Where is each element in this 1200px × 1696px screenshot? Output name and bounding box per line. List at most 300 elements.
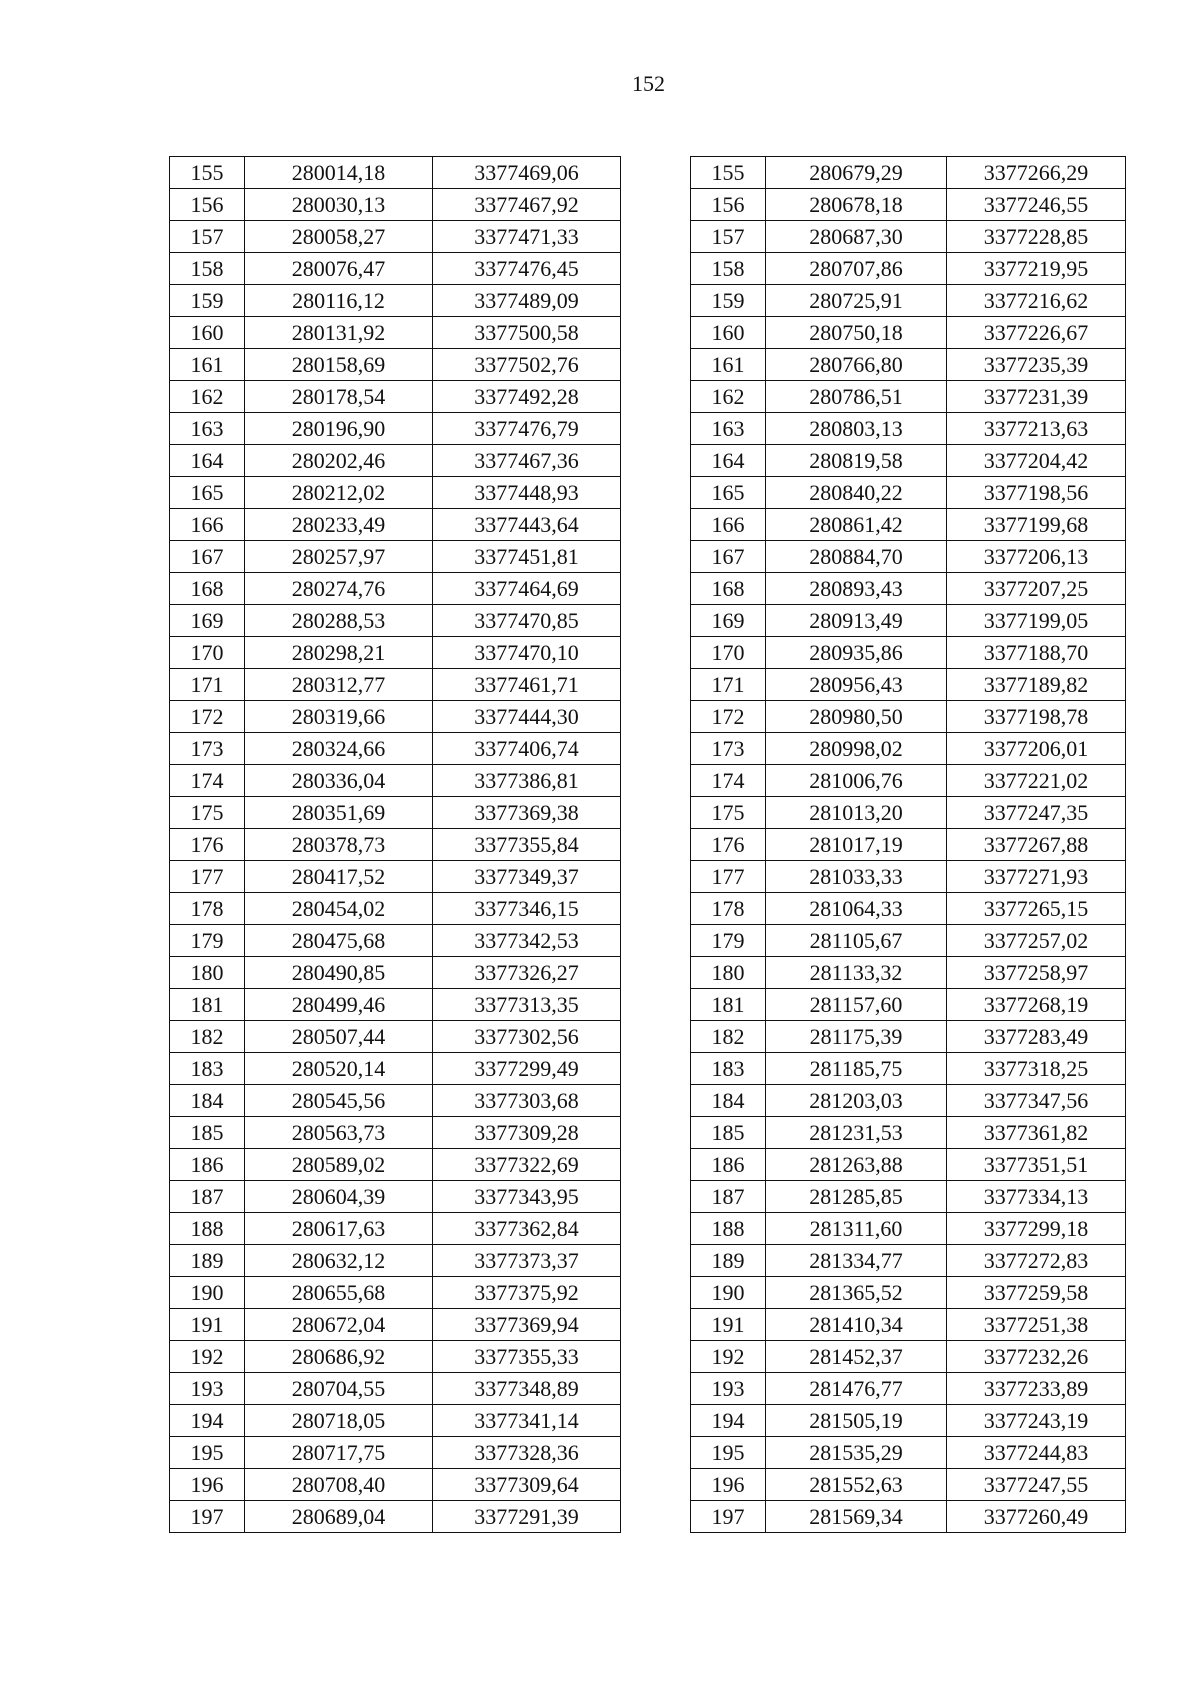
y-coordinate-cell: 3377355,84 xyxy=(433,829,621,861)
x-coordinate-cell: 281006,76 xyxy=(766,765,947,797)
x-coordinate-cell: 280718,05 xyxy=(245,1405,433,1437)
point-number-cell: 193 xyxy=(170,1373,245,1405)
y-coordinate-cell: 3377206,01 xyxy=(947,733,1126,765)
x-coordinate-cell: 281452,37 xyxy=(766,1341,947,1373)
table-row xyxy=(691,637,1126,669)
x-coordinate-cell: 280178,54 xyxy=(245,381,433,413)
point-number-cell: 168 xyxy=(170,573,245,605)
x-coordinate-cell: 280803,13 xyxy=(766,413,947,445)
y-coordinate-cell: 3377476,79 xyxy=(433,413,621,445)
x-coordinate-cell: 281013,20 xyxy=(766,797,947,829)
y-coordinate-cell: 3377221,02 xyxy=(947,765,1126,797)
y-coordinate-cell: 3377231,39 xyxy=(947,381,1126,413)
y-coordinate-cell: 3377291,39 xyxy=(433,1501,621,1533)
x-coordinate-cell: 280196,90 xyxy=(245,413,433,445)
table-row xyxy=(170,1437,621,1469)
x-coordinate-cell: 281185,75 xyxy=(766,1053,947,1085)
x-coordinate-cell: 280893,43 xyxy=(766,573,947,605)
point-number-cell: 157 xyxy=(691,221,766,253)
point-number-cell: 197 xyxy=(691,1501,766,1533)
y-coordinate-cell: 3377266,29 xyxy=(947,157,1126,189)
x-coordinate-cell: 281017,19 xyxy=(766,829,947,861)
point-number-cell: 195 xyxy=(691,1437,766,1469)
point-number-cell: 175 xyxy=(691,797,766,829)
x-coordinate-cell: 281552,63 xyxy=(766,1469,947,1501)
point-number-cell: 166 xyxy=(170,509,245,541)
y-coordinate-cell: 3377235,39 xyxy=(947,349,1126,381)
point-number-cell: 156 xyxy=(691,189,766,221)
y-coordinate-cell: 3377451,81 xyxy=(433,541,621,573)
table-row xyxy=(691,1277,1126,1309)
x-coordinate-cell: 281476,77 xyxy=(766,1373,947,1405)
point-number-cell: 176 xyxy=(691,829,766,861)
x-coordinate-cell: 281311,60 xyxy=(766,1213,947,1245)
point-number-cell: 169 xyxy=(691,605,766,637)
table-row xyxy=(691,765,1126,797)
point-number-cell: 190 xyxy=(170,1277,245,1309)
x-coordinate-cell: 281033,33 xyxy=(766,861,947,893)
y-coordinate-cell: 3377492,28 xyxy=(433,381,621,413)
table-row xyxy=(691,1373,1126,1405)
point-number-cell: 183 xyxy=(170,1053,245,1085)
point-number-cell: 197 xyxy=(170,1501,245,1533)
y-coordinate-cell: 3377467,36 xyxy=(433,445,621,477)
table-row xyxy=(691,541,1126,573)
x-coordinate-cell: 280766,80 xyxy=(766,349,947,381)
x-coordinate-cell: 280058,27 xyxy=(245,221,433,253)
x-coordinate-cell: 280417,52 xyxy=(245,861,433,893)
table-row xyxy=(691,1469,1126,1501)
y-coordinate-cell: 3377342,53 xyxy=(433,925,621,957)
x-coordinate-cell: 280956,43 xyxy=(766,669,947,701)
x-coordinate-cell: 280998,02 xyxy=(766,733,947,765)
table-row xyxy=(170,189,621,221)
point-number-cell: 174 xyxy=(691,765,766,797)
table-row xyxy=(170,541,621,573)
point-number-cell: 178 xyxy=(691,893,766,925)
y-coordinate-cell: 3377247,55 xyxy=(947,1469,1126,1501)
x-coordinate-cell: 280076,47 xyxy=(245,253,433,285)
point-number-cell: 165 xyxy=(170,477,245,509)
coordinates-table-left xyxy=(169,156,621,1533)
x-coordinate-cell: 280319,66 xyxy=(245,701,433,733)
point-number-cell: 185 xyxy=(170,1117,245,1149)
table-row xyxy=(170,861,621,893)
y-coordinate-cell: 3377362,84 xyxy=(433,1213,621,1245)
point-number-cell: 187 xyxy=(691,1181,766,1213)
x-coordinate-cell: 280704,55 xyxy=(245,1373,433,1405)
y-coordinate-cell: 3377470,85 xyxy=(433,605,621,637)
table-row xyxy=(170,1245,621,1277)
point-number-cell: 156 xyxy=(170,189,245,221)
point-number-cell: 164 xyxy=(691,445,766,477)
y-coordinate-cell: 3377343,95 xyxy=(433,1181,621,1213)
table-row xyxy=(691,1181,1126,1213)
point-number-cell: 162 xyxy=(170,381,245,413)
point-number-cell: 175 xyxy=(170,797,245,829)
y-coordinate-cell: 3377244,83 xyxy=(947,1437,1126,1469)
y-coordinate-cell: 3377476,45 xyxy=(433,253,621,285)
table-row xyxy=(170,957,621,989)
x-coordinate-cell: 281569,34 xyxy=(766,1501,947,1533)
point-number-cell: 164 xyxy=(170,445,245,477)
x-coordinate-cell: 281535,29 xyxy=(766,1437,947,1469)
point-number-cell: 194 xyxy=(170,1405,245,1437)
page-number: 152 xyxy=(632,71,665,96)
y-coordinate-cell: 3377406,74 xyxy=(433,733,621,765)
table-row xyxy=(691,1437,1126,1469)
point-number-cell: 181 xyxy=(691,989,766,1021)
table-row xyxy=(170,989,621,1021)
x-coordinate-cell: 281410,34 xyxy=(766,1309,947,1341)
y-coordinate-cell: 3377355,33 xyxy=(433,1341,621,1373)
y-coordinate-cell: 3377251,38 xyxy=(947,1309,1126,1341)
point-number-cell: 167 xyxy=(170,541,245,573)
x-coordinate-cell: 280708,40 xyxy=(245,1469,433,1501)
point-number-cell: 189 xyxy=(170,1245,245,1277)
point-number-cell: 162 xyxy=(691,381,766,413)
point-number-cell: 161 xyxy=(170,349,245,381)
table-row xyxy=(691,1053,1126,1085)
table-row xyxy=(691,157,1126,189)
x-coordinate-cell: 281175,39 xyxy=(766,1021,947,1053)
y-coordinate-cell: 3377216,62 xyxy=(947,285,1126,317)
x-coordinate-cell: 280274,76 xyxy=(245,573,433,605)
y-coordinate-cell: 3377361,82 xyxy=(947,1117,1126,1149)
table-row xyxy=(691,1021,1126,1053)
y-coordinate-cell: 3377328,36 xyxy=(433,1437,621,1469)
x-coordinate-cell: 280672,04 xyxy=(245,1309,433,1341)
point-number-cell: 196 xyxy=(691,1469,766,1501)
y-coordinate-cell: 3377246,55 xyxy=(947,189,1126,221)
table-row xyxy=(691,413,1126,445)
y-coordinate-cell: 3377470,10 xyxy=(433,637,621,669)
x-coordinate-cell: 281064,33 xyxy=(766,893,947,925)
x-coordinate-cell: 280884,70 xyxy=(766,541,947,573)
point-number-cell: 171 xyxy=(691,669,766,701)
table-row xyxy=(691,989,1126,1021)
point-number-cell: 191 xyxy=(691,1309,766,1341)
point-number-cell: 179 xyxy=(170,925,245,957)
table-row xyxy=(691,1405,1126,1437)
y-coordinate-cell: 3377303,68 xyxy=(433,1085,621,1117)
table-row xyxy=(170,477,621,509)
y-coordinate-cell: 3377228,85 xyxy=(947,221,1126,253)
point-number-cell: 183 xyxy=(691,1053,766,1085)
table-row xyxy=(691,893,1126,925)
table-row xyxy=(170,893,621,925)
table-row xyxy=(691,701,1126,733)
table-row xyxy=(691,1341,1126,1373)
point-number-cell: 189 xyxy=(691,1245,766,1277)
x-coordinate-cell: 280312,77 xyxy=(245,669,433,701)
table-row xyxy=(170,445,621,477)
table-row xyxy=(170,1501,621,1533)
x-coordinate-cell: 281231,53 xyxy=(766,1117,947,1149)
y-coordinate-cell: 3377188,70 xyxy=(947,637,1126,669)
point-number-cell: 163 xyxy=(691,413,766,445)
y-coordinate-cell: 3377260,49 xyxy=(947,1501,1126,1533)
x-coordinate-cell: 281285,85 xyxy=(766,1181,947,1213)
y-coordinate-cell: 3377206,13 xyxy=(947,541,1126,573)
point-number-cell: 188 xyxy=(170,1213,245,1245)
y-coordinate-cell: 3377219,95 xyxy=(947,253,1126,285)
point-number-cell: 174 xyxy=(170,765,245,797)
table-row xyxy=(691,253,1126,285)
y-coordinate-cell: 3377243,19 xyxy=(947,1405,1126,1437)
x-coordinate-cell: 280520,14 xyxy=(245,1053,433,1085)
y-coordinate-cell: 3377334,13 xyxy=(947,1181,1126,1213)
x-coordinate-cell: 280212,02 xyxy=(245,477,433,509)
table-row xyxy=(170,349,621,381)
table-row xyxy=(691,317,1126,349)
table-row xyxy=(170,1373,621,1405)
y-coordinate-cell: 3377464,69 xyxy=(433,573,621,605)
y-coordinate-cell: 3377258,97 xyxy=(947,957,1126,989)
point-number-cell: 180 xyxy=(170,957,245,989)
point-number-cell: 158 xyxy=(170,253,245,285)
x-coordinate-cell: 280324,66 xyxy=(245,733,433,765)
table-row xyxy=(170,157,621,189)
y-coordinate-cell: 3377271,93 xyxy=(947,861,1126,893)
y-coordinate-cell: 3377461,71 xyxy=(433,669,621,701)
x-coordinate-cell: 280913,49 xyxy=(766,605,947,637)
table-row xyxy=(170,605,621,637)
x-coordinate-cell: 280980,50 xyxy=(766,701,947,733)
y-coordinate-cell: 3377265,15 xyxy=(947,893,1126,925)
x-coordinate-cell: 280725,91 xyxy=(766,285,947,317)
y-coordinate-cell: 3377369,38 xyxy=(433,797,621,829)
x-coordinate-cell: 280786,51 xyxy=(766,381,947,413)
point-number-cell: 159 xyxy=(691,285,766,317)
y-coordinate-cell: 3377226,67 xyxy=(947,317,1126,349)
table-row xyxy=(691,1085,1126,1117)
y-coordinate-cell: 3377232,26 xyxy=(947,1341,1126,1373)
y-coordinate-cell: 3377313,35 xyxy=(433,989,621,1021)
point-number-cell: 178 xyxy=(170,893,245,925)
x-coordinate-cell: 280632,12 xyxy=(245,1245,433,1277)
table-row xyxy=(691,349,1126,381)
y-coordinate-cell: 3377198,56 xyxy=(947,477,1126,509)
point-number-cell: 163 xyxy=(170,413,245,445)
point-number-cell: 170 xyxy=(691,637,766,669)
table-row xyxy=(170,829,621,861)
point-number-cell: 186 xyxy=(691,1149,766,1181)
table-row xyxy=(691,285,1126,317)
x-coordinate-cell: 280454,02 xyxy=(245,893,433,925)
table-row xyxy=(170,573,621,605)
table-row xyxy=(691,605,1126,637)
x-coordinate-cell: 280679,29 xyxy=(766,157,947,189)
y-coordinate-cell: 3377259,58 xyxy=(947,1277,1126,1309)
x-coordinate-cell: 280545,56 xyxy=(245,1085,433,1117)
point-number-cell: 172 xyxy=(170,701,245,733)
y-coordinate-cell: 3377448,93 xyxy=(433,477,621,509)
point-number-cell: 166 xyxy=(691,509,766,541)
table-row xyxy=(170,1053,621,1085)
x-coordinate-cell: 281157,60 xyxy=(766,989,947,1021)
x-coordinate-cell: 281105,67 xyxy=(766,925,947,957)
y-coordinate-cell: 3377500,58 xyxy=(433,317,621,349)
x-coordinate-cell: 280378,73 xyxy=(245,829,433,861)
point-number-cell: 196 xyxy=(170,1469,245,1501)
x-coordinate-cell: 280351,69 xyxy=(245,797,433,829)
x-coordinate-cell: 281334,77 xyxy=(766,1245,947,1277)
y-coordinate-cell: 3377373,37 xyxy=(433,1245,621,1277)
x-coordinate-cell: 280298,21 xyxy=(245,637,433,669)
y-coordinate-cell: 3377348,89 xyxy=(433,1373,621,1405)
point-number-cell: 182 xyxy=(691,1021,766,1053)
x-coordinate-cell: 280131,92 xyxy=(245,317,433,349)
table-row xyxy=(170,765,621,797)
y-coordinate-cell: 3377318,25 xyxy=(947,1053,1126,1085)
table-row xyxy=(691,1117,1126,1149)
y-coordinate-cell: 3377309,64 xyxy=(433,1469,621,1501)
point-number-cell: 191 xyxy=(170,1309,245,1341)
point-number-cell: 158 xyxy=(691,253,766,285)
x-coordinate-cell: 280336,04 xyxy=(245,765,433,797)
x-coordinate-cell: 280202,46 xyxy=(245,445,433,477)
y-coordinate-cell: 3377369,94 xyxy=(433,1309,621,1341)
x-coordinate-cell: 280604,39 xyxy=(245,1181,433,1213)
x-coordinate-cell: 280116,12 xyxy=(245,285,433,317)
table-row xyxy=(170,797,621,829)
table-row xyxy=(170,925,621,957)
point-number-cell: 194 xyxy=(691,1405,766,1437)
table-row xyxy=(691,1309,1126,1341)
y-coordinate-cell: 3377299,18 xyxy=(947,1213,1126,1245)
point-number-cell: 187 xyxy=(170,1181,245,1213)
point-number-cell: 155 xyxy=(170,157,245,189)
table-row xyxy=(691,189,1126,221)
table-row xyxy=(170,285,621,317)
y-coordinate-cell: 3377326,27 xyxy=(433,957,621,989)
x-coordinate-cell: 281203,03 xyxy=(766,1085,947,1117)
y-coordinate-cell: 3377341,14 xyxy=(433,1405,621,1437)
y-coordinate-cell: 3377189,82 xyxy=(947,669,1126,701)
y-coordinate-cell: 3377198,78 xyxy=(947,701,1126,733)
y-coordinate-cell: 3377299,49 xyxy=(433,1053,621,1085)
point-number-cell: 188 xyxy=(691,1213,766,1245)
y-coordinate-cell: 3377283,49 xyxy=(947,1021,1126,1053)
point-number-cell: 184 xyxy=(170,1085,245,1117)
point-number-cell: 192 xyxy=(170,1341,245,1373)
table-row xyxy=(170,509,621,541)
table-row xyxy=(691,925,1126,957)
point-number-cell: 182 xyxy=(170,1021,245,1053)
x-coordinate-cell: 281505,19 xyxy=(766,1405,947,1437)
table-row xyxy=(170,221,621,253)
table-row xyxy=(170,253,621,285)
table-row xyxy=(170,669,621,701)
point-number-cell: 193 xyxy=(691,1373,766,1405)
x-coordinate-cell: 280687,30 xyxy=(766,221,947,253)
x-coordinate-cell: 280288,53 xyxy=(245,605,433,637)
point-number-cell: 176 xyxy=(170,829,245,861)
point-number-cell: 173 xyxy=(170,733,245,765)
y-coordinate-cell: 3377302,56 xyxy=(433,1021,621,1053)
point-number-cell: 165 xyxy=(691,477,766,509)
x-coordinate-cell: 281365,52 xyxy=(766,1277,947,1309)
table-row xyxy=(691,1149,1126,1181)
table-row xyxy=(691,1245,1126,1277)
point-number-cell: 190 xyxy=(691,1277,766,1309)
y-coordinate-cell: 3377272,83 xyxy=(947,1245,1126,1277)
point-number-cell: 184 xyxy=(691,1085,766,1117)
y-coordinate-cell: 3377322,69 xyxy=(433,1149,621,1181)
y-coordinate-cell: 3377467,92 xyxy=(433,189,621,221)
x-coordinate-cell: 280257,97 xyxy=(245,541,433,573)
y-coordinate-cell: 3377489,09 xyxy=(433,285,621,317)
coordinates-table-right xyxy=(690,156,1126,1533)
x-coordinate-cell: 280499,46 xyxy=(245,989,433,1021)
x-coordinate-cell: 280030,13 xyxy=(245,189,433,221)
y-coordinate-cell: 3377347,56 xyxy=(947,1085,1126,1117)
y-coordinate-cell: 3377267,88 xyxy=(947,829,1126,861)
table-row xyxy=(170,1181,621,1213)
table-row xyxy=(691,1213,1126,1245)
y-coordinate-cell: 3377502,76 xyxy=(433,349,621,381)
table-row xyxy=(170,1149,621,1181)
table-row xyxy=(691,861,1126,893)
y-coordinate-cell: 3377213,63 xyxy=(947,413,1126,445)
point-number-cell: 170 xyxy=(170,637,245,669)
x-coordinate-cell: 280678,18 xyxy=(766,189,947,221)
x-coordinate-cell: 280819,58 xyxy=(766,445,947,477)
point-number-cell: 157 xyxy=(170,221,245,253)
table-row xyxy=(691,957,1126,989)
x-coordinate-cell: 280014,18 xyxy=(245,157,433,189)
y-coordinate-cell: 3377207,25 xyxy=(947,573,1126,605)
point-number-cell: 181 xyxy=(170,989,245,1021)
y-coordinate-cell: 3377247,35 xyxy=(947,797,1126,829)
table-row xyxy=(170,733,621,765)
x-coordinate-cell: 280589,02 xyxy=(245,1149,433,1181)
table-row xyxy=(170,1469,621,1501)
point-number-cell: 195 xyxy=(170,1437,245,1469)
y-coordinate-cell: 3377351,51 xyxy=(947,1149,1126,1181)
x-coordinate-cell: 280475,68 xyxy=(245,925,433,957)
table-row xyxy=(170,1213,621,1245)
point-number-cell: 179 xyxy=(691,925,766,957)
x-coordinate-cell: 280750,18 xyxy=(766,317,947,349)
x-coordinate-cell: 280233,49 xyxy=(245,509,433,541)
x-coordinate-cell: 280707,86 xyxy=(766,253,947,285)
y-coordinate-cell: 3377375,92 xyxy=(433,1277,621,1309)
x-coordinate-cell: 280717,75 xyxy=(245,1437,433,1469)
point-number-cell: 160 xyxy=(170,317,245,349)
x-coordinate-cell: 280689,04 xyxy=(245,1501,433,1533)
y-coordinate-cell: 3377444,30 xyxy=(433,701,621,733)
point-number-cell: 186 xyxy=(170,1149,245,1181)
table-row xyxy=(170,1277,621,1309)
table-row xyxy=(170,413,621,445)
y-coordinate-cell: 3377349,37 xyxy=(433,861,621,893)
table-row xyxy=(170,1341,621,1373)
point-number-cell: 171 xyxy=(170,669,245,701)
table-row xyxy=(170,381,621,413)
y-coordinate-cell: 3377204,42 xyxy=(947,445,1126,477)
table-row xyxy=(170,637,621,669)
point-number-cell: 167 xyxy=(691,541,766,573)
point-number-cell: 168 xyxy=(691,573,766,605)
y-coordinate-cell: 3377268,19 xyxy=(947,989,1126,1021)
table-row xyxy=(691,445,1126,477)
y-coordinate-cell: 3377469,06 xyxy=(433,157,621,189)
point-number-cell: 185 xyxy=(691,1117,766,1149)
point-number-cell: 172 xyxy=(691,701,766,733)
x-coordinate-cell: 281133,32 xyxy=(766,957,947,989)
